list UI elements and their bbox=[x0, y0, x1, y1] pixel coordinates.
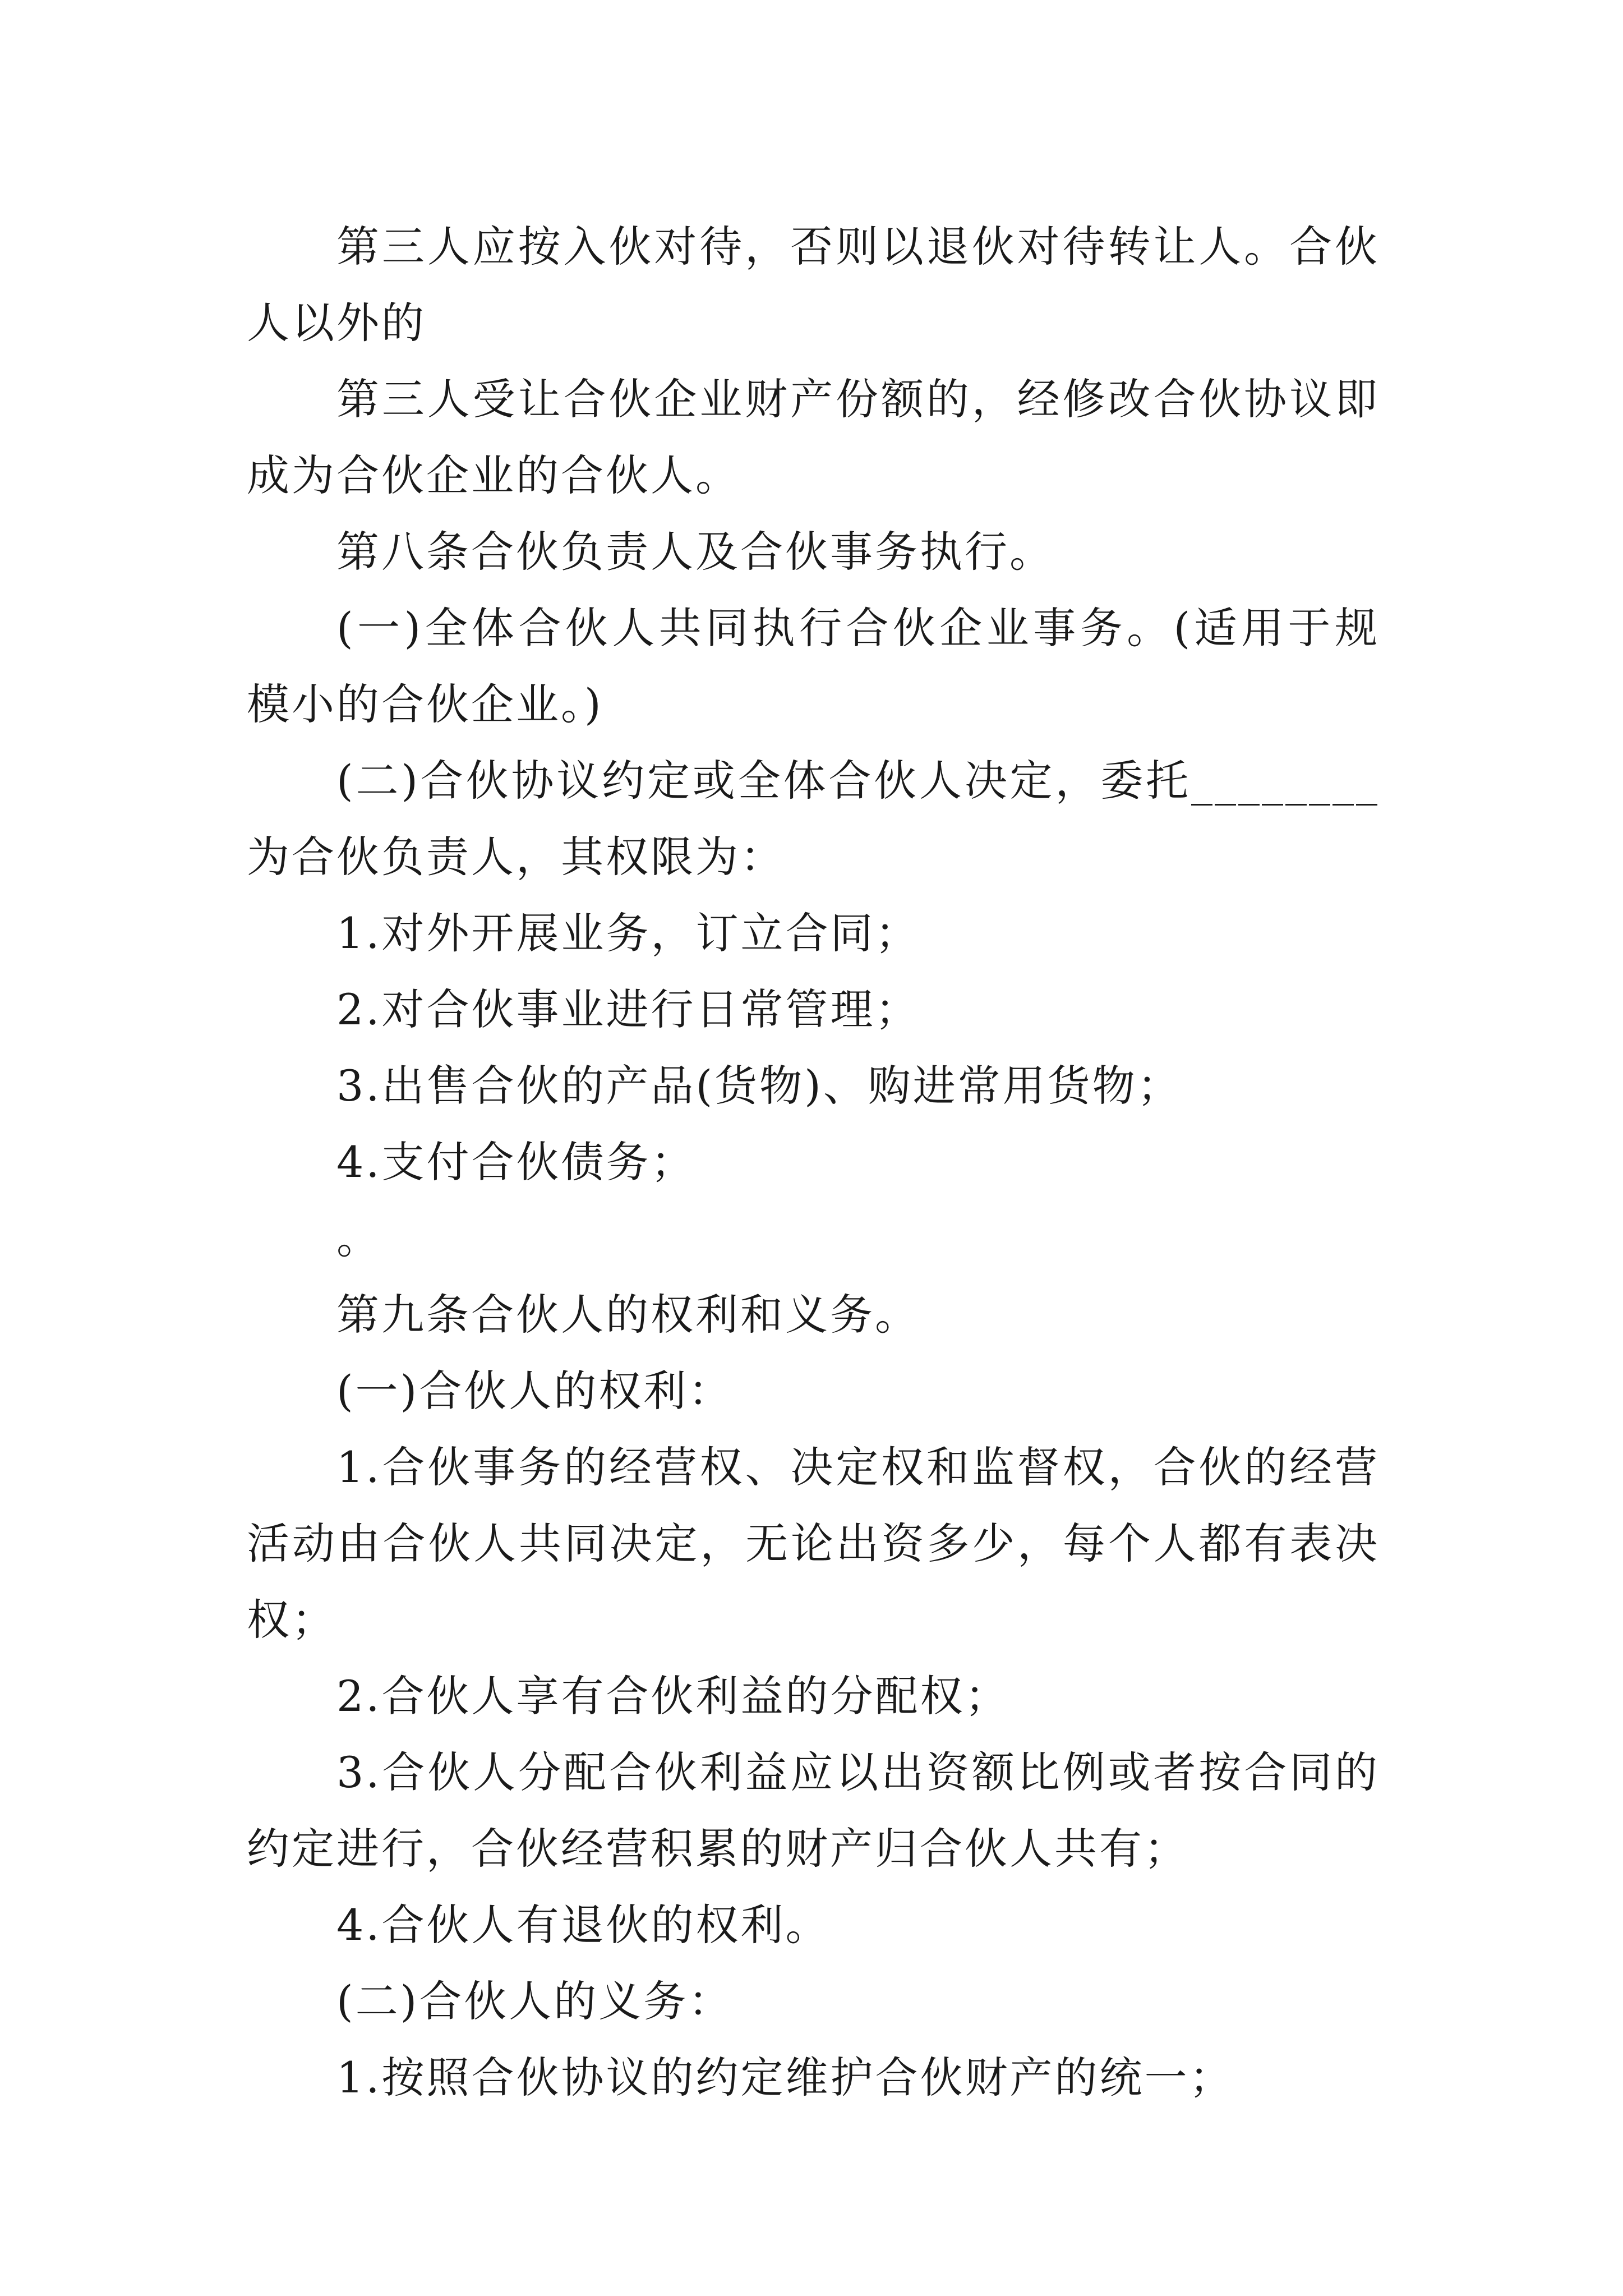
list-item: 2.对合伙事业进行日常管理； bbox=[336, 984, 920, 1034]
article-heading: 第八条合伙负责人及合伙事务执行。 bbox=[336, 527, 1054, 577]
document-body bbox=[247, 209, 1380, 2116]
list-item: 4.合伙人有退伙的权利。 bbox=[336, 1900, 831, 1950]
paragraph: (一)全体合伙人共同执行合伙企业事务。(适用于规模小的合伙企业。) bbox=[247, 603, 1380, 729]
list-item: 1.对外开展业务，订立合同； bbox=[336, 908, 920, 958]
list-item: 1.合伙事务的经营权、决定权和监督权，合伙的经营活动由合伙人共同决定，无论出资多少，每个人都有表决权； bbox=[247, 1442, 1380, 1645]
section-heading: (二)合伙人的义务： bbox=[336, 1976, 734, 2026]
list-item: 4.支付合伙债务； bbox=[336, 1137, 696, 1187]
article-heading: 第九条合伙人的权利和义务。 bbox=[336, 1290, 920, 1340]
list-item: 3.合伙人分配合伙利益应以出资额比例或者按合同的约定进行，合伙经营积累的财产归合伙人共有； bbox=[247, 1747, 1380, 1874]
paragraph: (二)合伙协议约定或全体合伙人决定，委托________为合伙负责人，其权限为： bbox=[247, 756, 1380, 882]
section-heading: (一)合伙人的权利： bbox=[336, 1366, 734, 1416]
list-item: 1.按照合伙协议的约定维护合伙财产的统一； bbox=[336, 2053, 1234, 2102]
paragraph: 第三人应按入伙对待，否则以退伙对待转让人。合伙人以外的 bbox=[247, 222, 1380, 348]
paragraph: 第三人受让合伙企业财产份额的，经修改合伙协议即成为合伙企业的合伙人。 bbox=[247, 374, 1380, 500]
list-item: 2.合伙人享有合伙利益的分配权； bbox=[336, 1671, 1010, 1721]
paragraph: 。 bbox=[336, 1213, 381, 1263]
list-item: 3.出售合伙的产品(货物)、购进常用货物； bbox=[336, 1061, 1182, 1111]
